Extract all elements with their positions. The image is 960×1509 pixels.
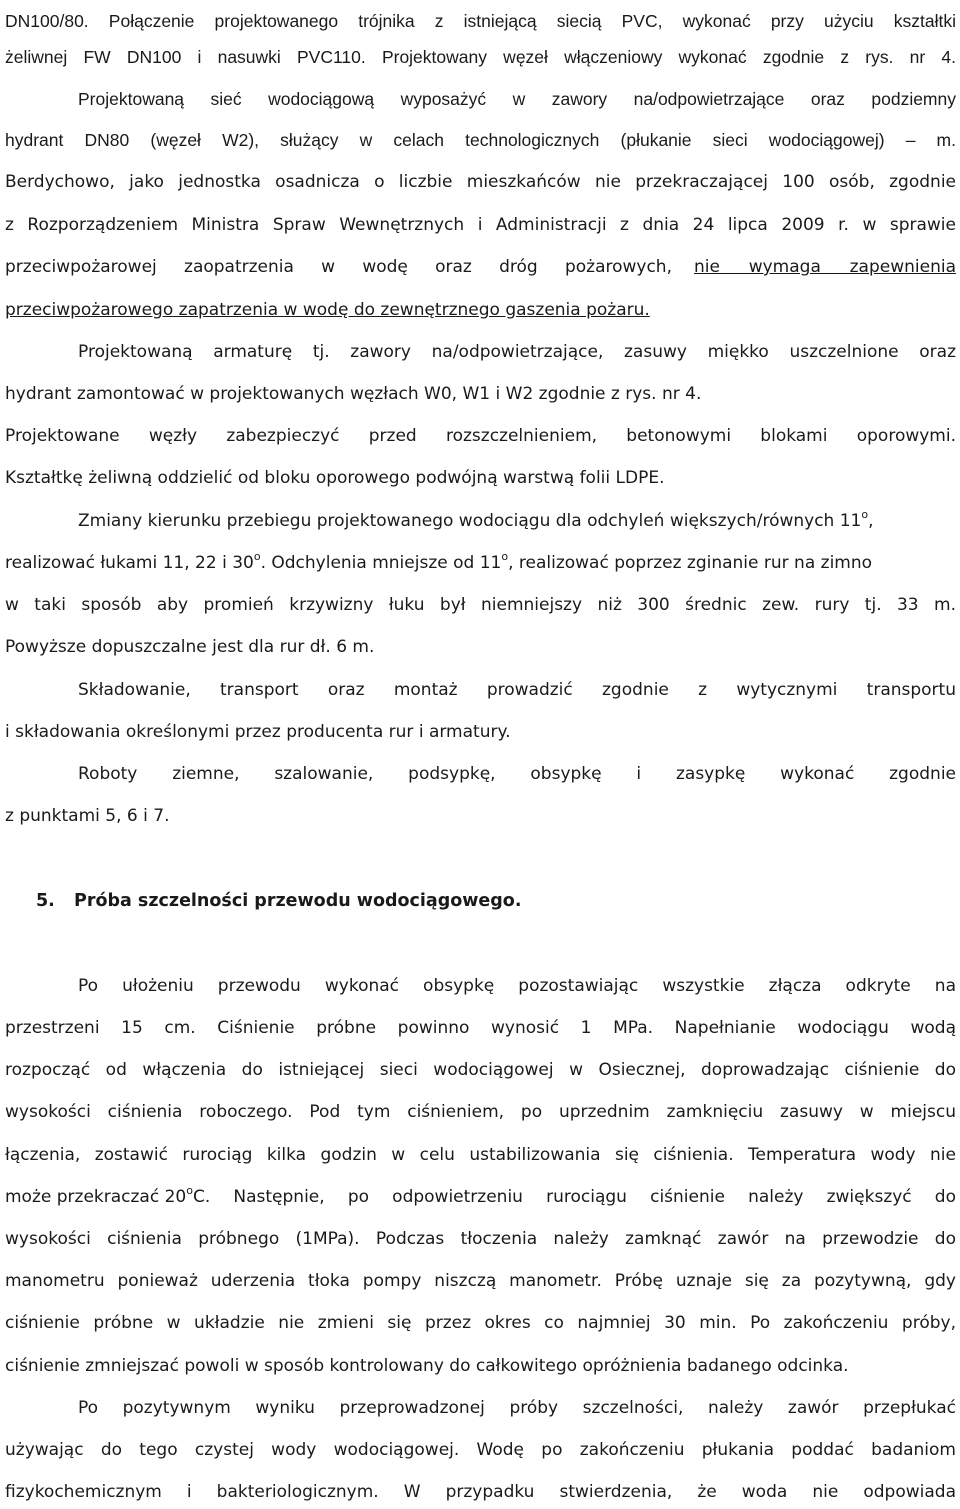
- text-line: rozpocząć od włączenia do istniejącej sieci wodociągowej w Osiecznej, doprowadzając ciśnienie do: [5, 1060, 956, 1080]
- text-line: i składowania określonymi przez producenta rur i armatury.: [5, 722, 511, 742]
- text-segment: C. Następnie, po odpowietrzeniu rurociągu ciśnienie należy zwiększyć do: [192, 1187, 956, 1207]
- text-line: [5, 252, 956, 282]
- text-line: hydrant DN80 (węzeł W2), służący w celach technologicznych (płukanie sieci wodociągowej) – m.: [5, 130, 956, 150]
- text-line: fizykochemicznym i bakteriologicznym. W przypadku stwierdzenia, że woda nie odpowiada: [5, 1482, 956, 1502]
- text-line: Projektowaną sieć wodociągową wyposażyć w zawory na/odpowietrzające oraz podziemny: [78, 89, 956, 109]
- text-line: DN100/80. Połączenie projektowanego trójnika z istniejącą siecią PVC, wykonać przy użyciu kształtki: [5, 11, 956, 31]
- text-segment: może przekraczać 20: [5, 1187, 187, 1207]
- text-line: wysokości ciśnienia próbnego (1MPa). Podczas tłoczenia należy zamknąć zawór na przewodzie do: [5, 1229, 956, 1249]
- text-line: hydrant zamontować w projektowanych węzłach W0, W1 i W2 zgodnie z rys. nr 4.: [5, 384, 702, 404]
- text-line: ciśnienie próbne w układzie nie zmieni się przez okres co najmniej 30 min. Po zakończeniu próby,: [5, 1313, 956, 1333]
- text-line: z Rozporządzeniem Ministra Spraw Wewnętrznych i Administracji z dnia 24 lipca 2009 r. w sprawie: [5, 215, 956, 235]
- degree-superscript: o: [253, 550, 261, 563]
- text-line: przestrzeni 15 cm. Ciśnienie próbne powinno wynosić 1 MPa. Napełnianie wodociągu wodą: [5, 1018, 956, 1038]
- degree-superscript: o: [186, 1184, 193, 1197]
- text-line: Projektowaną armaturę tj. zawory na/odpowietrzające, zasuwy miękko uszczelnione oraz: [78, 342, 956, 362]
- text-line: manometru ponieważ uderzenia tłoka pompy niszczą manometr. Próbę uznaje się za pozytywną, gdy: [5, 1271, 956, 1291]
- text-line: w taki sposób aby promień krzywizny łuku był niemniejszy niż 300 średnic zew. rury tj. 33 m.: [5, 595, 956, 615]
- underlined-text: nie wymaga zapewnienia: [694, 257, 956, 277]
- section-title: Próba szczelności przewodu wodociągowego.: [74, 891, 522, 911]
- text-segment: realizować łukami 11, 22 i 30: [5, 553, 254, 573]
- text-line: używając do tego czystej wody wodociągowej. Wodę po zakończeniu płukania poddać badaniom: [5, 1440, 956, 1460]
- text-line: [78, 506, 874, 536]
- text-line: [5, 1182, 956, 1212]
- text-segment: przeciwpożarowej zaopatrzenia w wodę oraz dróg pożarowych,: [5, 257, 672, 277]
- text-line: łączenia, zostawić rurociąg kilka godzin w celu ustabilizowania się ciśnienia. Temperatura wody nie: [5, 1145, 956, 1165]
- text-segment: . Odchylenia mniejsze od 11: [260, 553, 502, 573]
- text-line: Składowanie, transport oraz montaż prowadzić zgodnie z wytycznymi transportu: [78, 680, 956, 700]
- text-line: Po pozytywnym wyniku przeprowadzonej próby szczelności, należy zawór przepłukać: [78, 1398, 956, 1418]
- text-line: z punktami 5, 6 i 7.: [5, 806, 170, 826]
- text-line: wysokości ciśnienia roboczego. Pod tym ciśnieniem, po uprzednim zamknięciu zasuwy w miejscu: [5, 1102, 956, 1122]
- degree-superscript: o: [861, 508, 869, 521]
- text-segment: , realizować poprzez zginanie rur na zimno: [508, 553, 873, 573]
- degree-superscript: o: [501, 550, 509, 563]
- text-line: [5, 548, 956, 578]
- underlined-text: przeciwpożarowego zapatrzenia w wodę do zewnętrznego gaszenia pożaru.: [5, 300, 650, 320]
- text-line: Projektowane węzły zabezpieczyć przed rozszczelnieniem, betonowymi blokami oporowymi.: [5, 426, 956, 446]
- section-number: 5.: [36, 891, 55, 911]
- text-line: żeliwnej FW DN100 i nasuwki PVC110. Projektowany węzeł włączeniowy wykonać zgodnie z rys. nr 4.: [5, 47, 956, 67]
- text-line: Berdychowo, jako jednostka osadnicza o liczbie mieszkańców nie przekraczającej 100 osób, zgodnie: [5, 172, 956, 192]
- text-segment: [5, 1182, 193, 1212]
- text-line: Powyższe dopuszczalne jest dla rur dł. 6 m.: [5, 637, 375, 657]
- text-segment: ,: [868, 511, 874, 531]
- text-line: Kształtkę żeliwną oddzielić od bloku oporowego podwójną warstwą folii LDPE.: [5, 468, 665, 488]
- text-line: Po ułożeniu przewodu wykonać obsypkę pozostawiając wszystkie złącza odkryte na: [78, 976, 956, 996]
- text-segment: Zmiany kierunku przebiegu projektowanego wodociągu dla odchyleń większych/równych 11: [78, 511, 862, 531]
- text-line: Roboty ziemne, szalowanie, podsypkę, obsypkę i zasypkę wykonać zgodnie: [78, 764, 956, 784]
- section-heading: [36, 885, 521, 917]
- text-line: ciśnienie zmniejszać powoli w sposób kontrolowany do całkowitego opróżnienia badanego odcinka.: [5, 1356, 849, 1376]
